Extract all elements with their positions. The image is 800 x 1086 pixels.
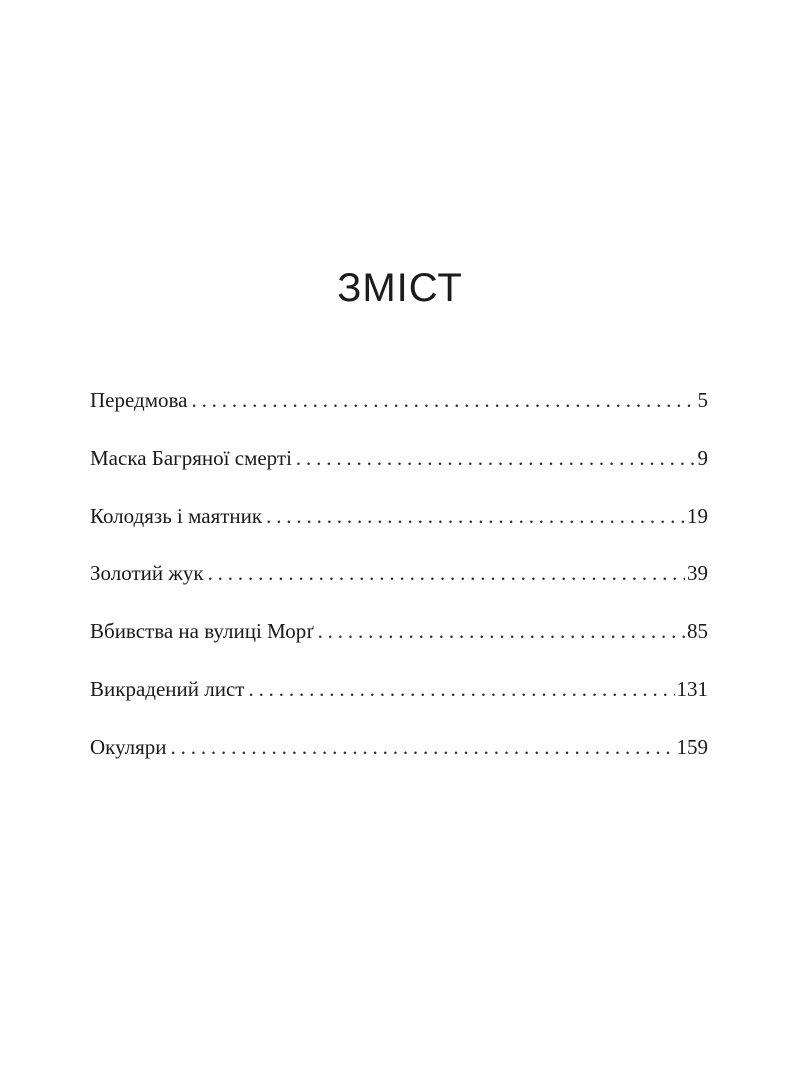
- page-title: ЗМІСТ: [337, 266, 463, 310]
- dot-leader: [248, 677, 674, 702]
- dot-leader: [266, 504, 685, 529]
- toc-entry-title: Окуляри: [90, 734, 167, 759]
- toc-entry: [90, 619, 708, 677]
- toc-entry: [90, 677, 708, 735]
- toc-entry-page: 159: [676, 734, 708, 759]
- dot-leader: [318, 619, 685, 644]
- toc-entry: [90, 561, 708, 619]
- toc-entry: [90, 504, 708, 562]
- toc-entry-title: Викрадений лист: [90, 676, 245, 701]
- toc-entry-title: Передмова: [90, 388, 188, 412]
- toc-entry: [90, 735, 708, 793]
- toc-entry-title: Золотий жук: [90, 561, 204, 586]
- toc-entry-page: 39: [687, 561, 708, 586]
- dot-leader: [296, 446, 696, 471]
- toc-entry-page: 19: [687, 503, 708, 528]
- toc-entry-page: 131: [676, 676, 708, 701]
- table-of-contents: [90, 388, 708, 793]
- toc-entry: [90, 446, 708, 504]
- toc-entry-page: 9: [697, 445, 708, 470]
- dot-leader: [208, 561, 685, 586]
- toc-entry-title: Вбивства на вулиці Морґ: [90, 619, 314, 644]
- dot-leader: [171, 735, 675, 760]
- toc-entry: [90, 388, 708, 446]
- toc-entry-page: 85: [687, 619, 708, 644]
- toc-entry-title: Колодязь і маятник: [90, 503, 263, 528]
- dot-leader: [191, 388, 695, 413]
- toc-entry-page: 5: [697, 388, 708, 412]
- toc-entry-title: Маска Багряної смерті: [90, 445, 292, 470]
